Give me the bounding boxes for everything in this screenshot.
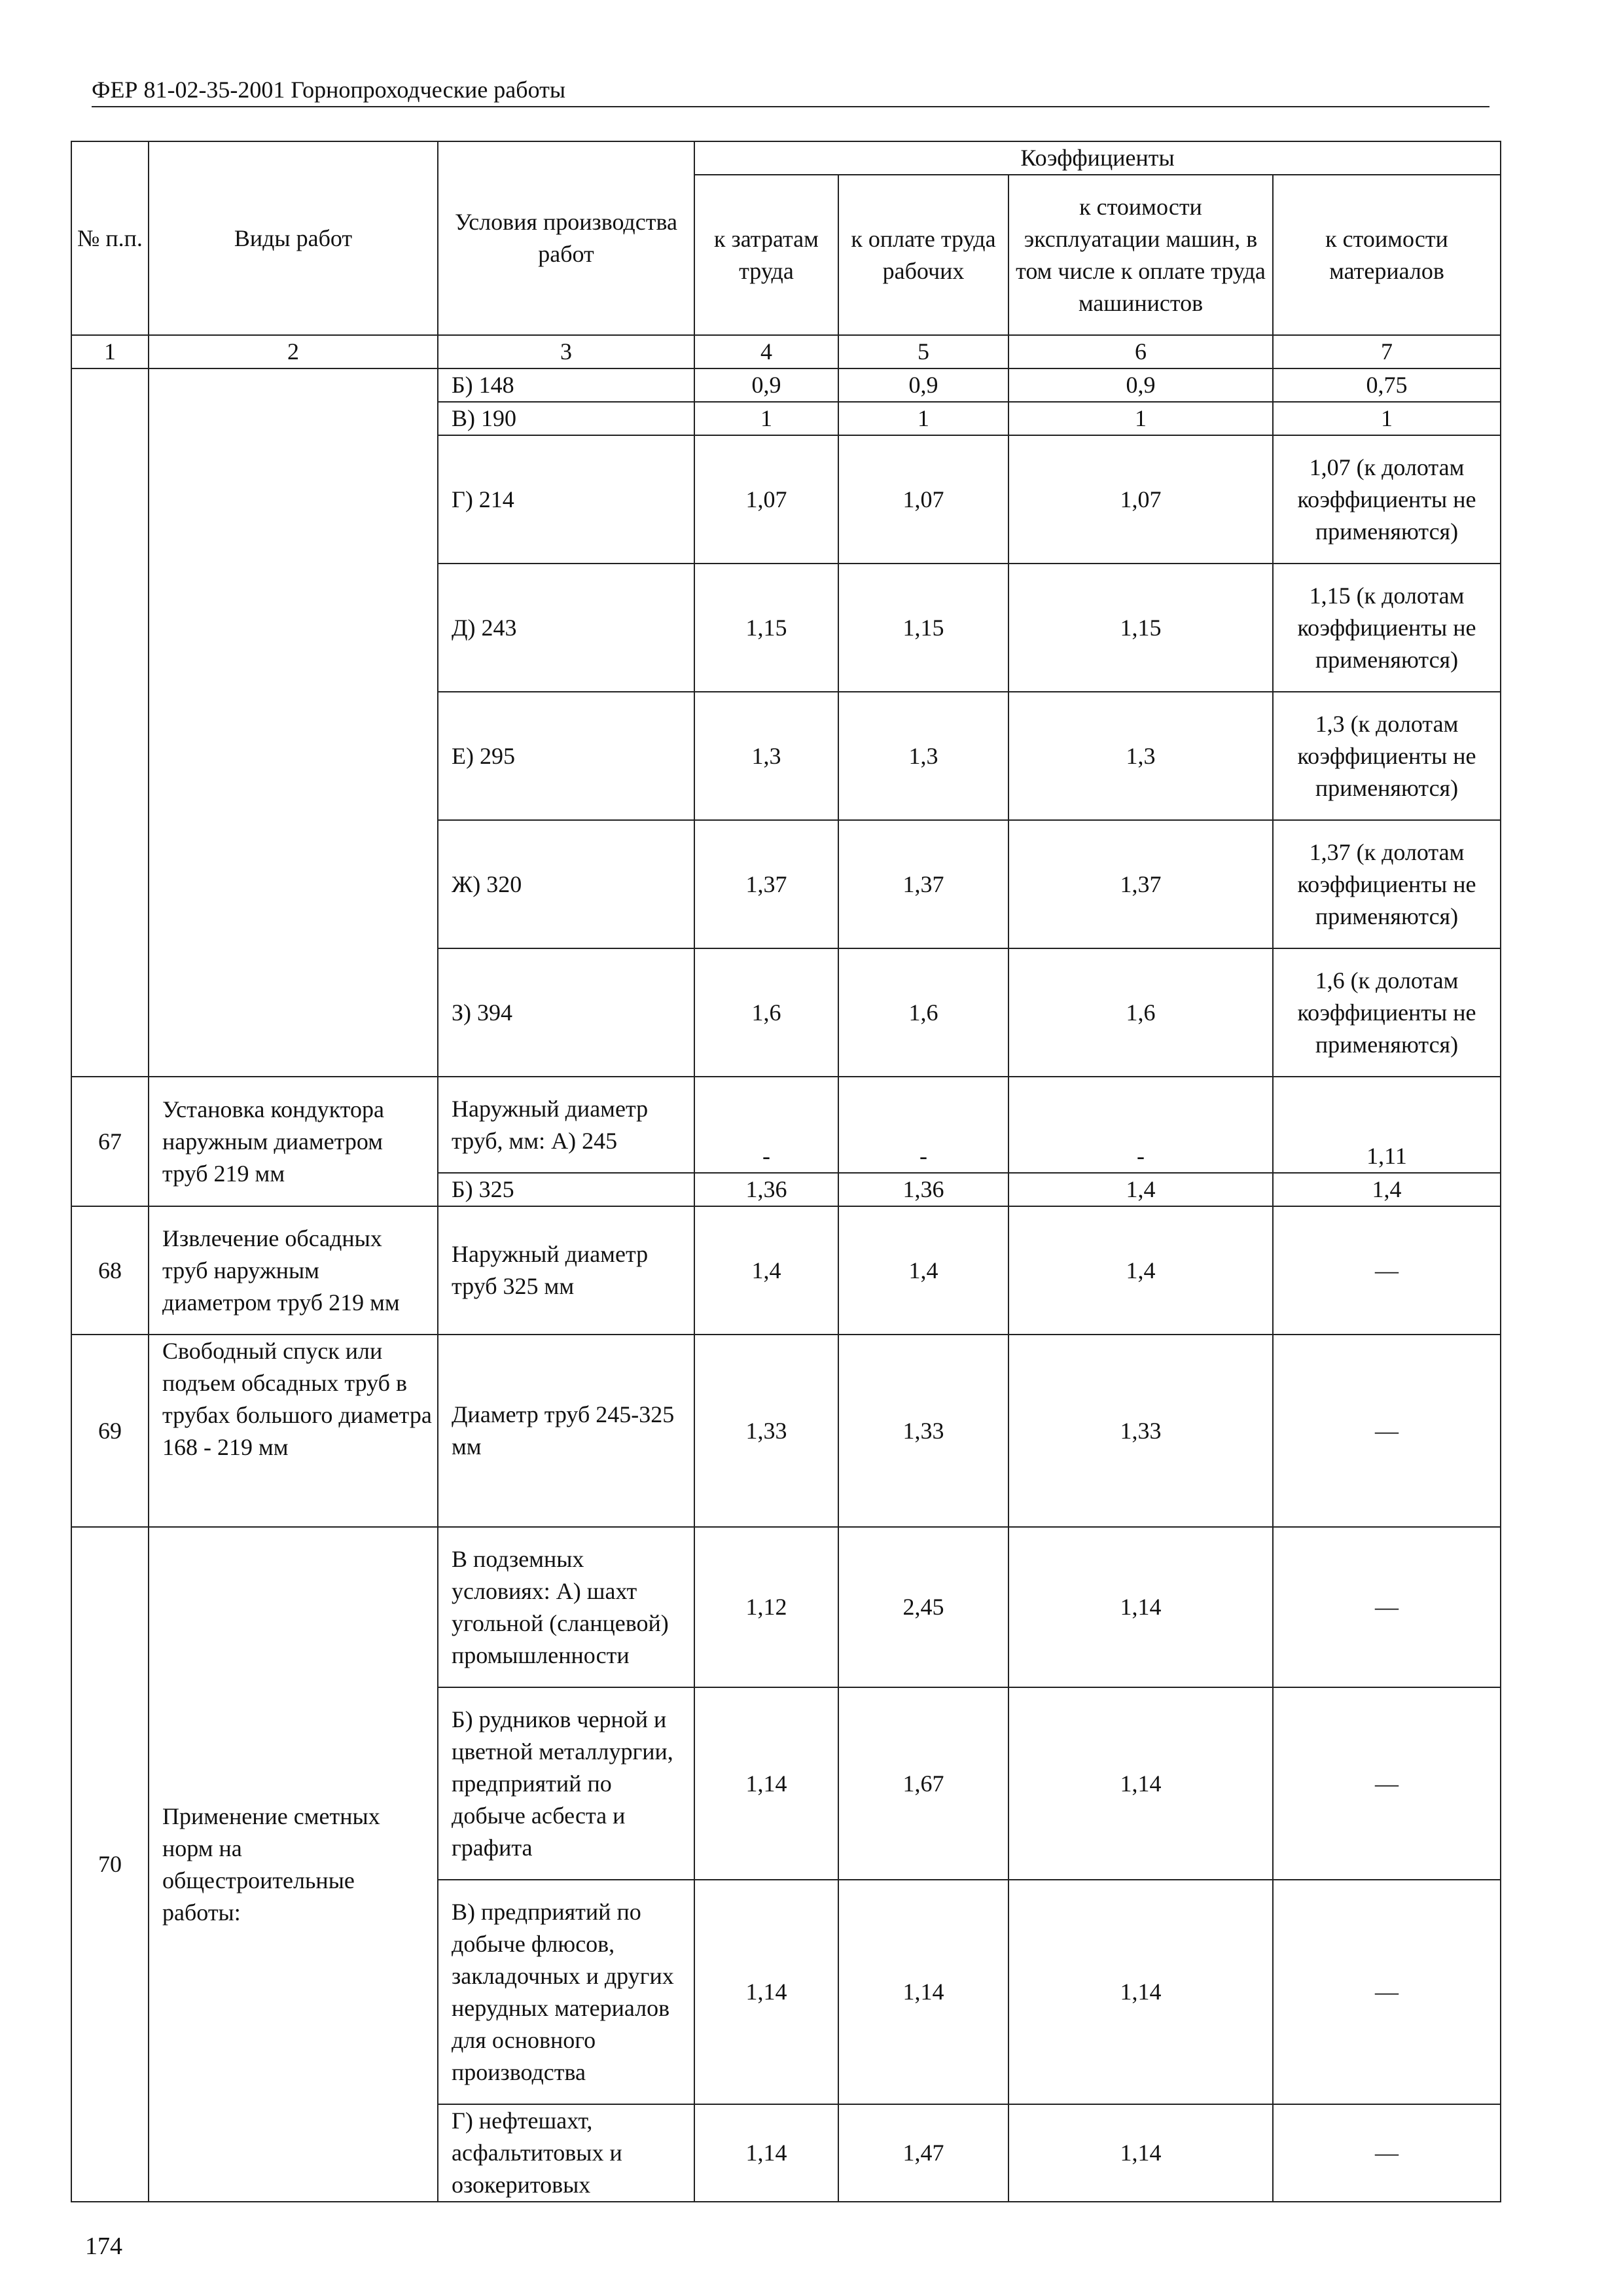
value-cell: 1,15 (к долотам коэффициенты не применяются) <box>1273 564 1501 692</box>
value-cell: 1,37 <box>1008 820 1273 948</box>
value-cell: 1,4 <box>694 1206 838 1335</box>
cond-cell: Г) нефтешахт, асфальтитовых и озокеритовых <box>438 2104 694 2202</box>
cond-cell: Е) 295 <box>438 692 694 820</box>
value-cell: 1,14 <box>694 2104 838 2202</box>
value-cell: 1,67 <box>838 1687 1008 1880</box>
cond-cell: Д) 243 <box>438 564 694 692</box>
colnum-7: 7 <box>1273 335 1501 368</box>
value-cell: 0,75 <box>1273 368 1501 402</box>
value-cell: 0,9 <box>694 368 838 402</box>
continued-no-cell <box>71 368 149 1077</box>
value-cell: 1,15 <box>694 564 838 692</box>
value-cell: 1,6 <box>694 948 838 1077</box>
value-cell: 1,36 <box>838 1173 1008 1206</box>
continued-kind-cell <box>149 368 438 1077</box>
value-cell: — <box>1273 1687 1501 1880</box>
cond-cell: Диаметр труб 245-325 мм <box>438 1335 694 1527</box>
row-number: 70 <box>71 1527 149 2202</box>
value-cell: 1,4 <box>1273 1173 1501 1206</box>
value-cell: 1,37 <box>838 820 1008 948</box>
table-row <box>71 1527 1501 1687</box>
colnum-5: 5 <box>838 335 1008 368</box>
value-cell: 1 <box>1273 402 1501 435</box>
value-cell: 1,33 <box>694 1335 838 1527</box>
value-cell: 1,14 <box>694 1687 838 1880</box>
value-cell: 1,4 <box>838 1206 1008 1335</box>
cond-cell: В) 190 <box>438 402 694 435</box>
value-cell: — <box>1273 1206 1501 1335</box>
table-row <box>71 1077 1501 1173</box>
cond-cell: Б) 148 <box>438 368 694 402</box>
value-cell: 1,14 <box>694 1880 838 2104</box>
value-cell: 1,47 <box>838 2104 1008 2202</box>
header-labor: к затратам труда <box>694 175 838 335</box>
cond-cell: Ж) 320 <box>438 820 694 948</box>
work-kind-cell: Извлечение обсадных труб наружным диаметром труб 219 мм <box>149 1206 438 1335</box>
value-cell: 1,14 <box>1008 1527 1273 1687</box>
header-materials: к стоимости материалов <box>1273 175 1501 335</box>
value-cell: 1 <box>1008 402 1273 435</box>
value-cell: — <box>1273 1527 1501 1687</box>
header-machines: к стоимости эксплуатации машин, в том числе к оплате труда машинистов <box>1008 175 1273 335</box>
value-cell: — <box>1273 1335 1501 1527</box>
value-cell: 0,9 <box>1008 368 1273 402</box>
value-cell: 1,4 <box>1008 1206 1273 1335</box>
value-cell: 1,14 <box>1008 1880 1273 2104</box>
value-cell: 1,4 <box>1008 1173 1273 1206</box>
value-cell: 1,3 <box>1008 692 1273 820</box>
cond-cell: В подземных условиях: А) шахт угольной (сланцевой) промышленности <box>438 1527 694 1687</box>
table-row <box>71 1206 1501 1335</box>
value-cell: 1,3 <box>838 692 1008 820</box>
value-cell: 2,45 <box>838 1527 1008 1687</box>
value-cell: 1,33 <box>1008 1335 1273 1527</box>
cond-cell: Наружный диаметр труб, мм: А) 245 <box>438 1077 694 1173</box>
value-cell: — <box>1273 1880 1501 2104</box>
value-cell: 1,07 <box>1008 435 1273 564</box>
header-kind: Виды работ <box>149 141 438 335</box>
page-number: 174 <box>85 2233 122 2260</box>
colnum-3: 3 <box>438 335 694 368</box>
cond-cell: Г) 214 <box>438 435 694 564</box>
value-cell: 1,37 (к долотам коэффициенты не применяются) <box>1273 820 1501 948</box>
value-cell: — <box>1273 2104 1501 2202</box>
row-number: 68 <box>71 1206 149 1335</box>
value-cell: 1,3 (к долотам коэффициенты не применяются) <box>1273 692 1501 820</box>
value-cell: - <box>1008 1077 1273 1173</box>
colnum-1: 1 <box>71 335 149 368</box>
header-no: № п.п. <box>71 141 149 335</box>
value-cell: 1,07 <box>694 435 838 564</box>
cond-cell: Наружный диаметр труб 325 мм <box>438 1206 694 1335</box>
row-number: 67 <box>71 1077 149 1206</box>
work-kind-cell: Свободный спуск или подъем обсадных труб в трубах большого диаметра 168 - 219 мм <box>149 1335 438 1527</box>
value-cell: 1,07 <box>838 435 1008 564</box>
value-cell: 1,3 <box>694 692 838 820</box>
cond-cell: З) 394 <box>438 948 694 1077</box>
colnum-6: 6 <box>1008 335 1273 368</box>
cond-cell: Б) 325 <box>438 1173 694 1206</box>
coefficients-table <box>71 141 1501 2202</box>
value-cell: 1 <box>838 402 1008 435</box>
value-cell: 1,6 (к долотам коэффициенты не применяются) <box>1273 948 1501 1077</box>
value-cell: 1,12 <box>694 1527 838 1687</box>
value-cell: - <box>694 1077 838 1173</box>
value-cell: - <box>838 1077 1008 1173</box>
value-cell: 1 <box>694 402 838 435</box>
value-cell: 1,37 <box>694 820 838 948</box>
value-cell: 1,14 <box>1008 1687 1273 1880</box>
work-kind-cell: Установка кондуктора наружным диаметром труб 219 мм <box>149 1077 438 1206</box>
page-header: ФЕР 81-02-35-2001 Горнопроходческие работы <box>92 73 1489 107</box>
header-conditions: Условия производства работ <box>438 141 694 335</box>
cond-cell: Б) рудников черной и цветной металлургии, предприятий по добыче асбеста и графита <box>438 1687 694 1880</box>
value-cell: 1,14 <box>1008 2104 1273 2202</box>
value-cell: 1,14 <box>838 1880 1008 2104</box>
value-cell: 1,15 <box>838 564 1008 692</box>
value-cell: 1,33 <box>838 1335 1008 1527</box>
colnum-4: 4 <box>694 335 838 368</box>
cond-cell: В) предприятий по добыче флюсов, закладочных и других нерудных материалов для основного производства <box>438 1880 694 2104</box>
value-cell: 1,15 <box>1008 564 1273 692</box>
value-cell: 1,07 (к долотам коэффициенты не применяются) <box>1273 435 1501 564</box>
table-row <box>71 368 1501 402</box>
header-wages: к оплате труда рабочих <box>838 175 1008 335</box>
header-coefficients: Коэффициенты <box>694 141 1501 175</box>
value-cell: 1,36 <box>694 1173 838 1206</box>
table-row <box>71 1335 1501 1527</box>
work-kind-cell: Применение сметных норм на общестроительные работы: <box>149 1527 438 2202</box>
colnum-2: 2 <box>149 335 438 368</box>
value-cell: 1,6 <box>1008 948 1273 1077</box>
value-cell: 1,11 <box>1273 1077 1501 1173</box>
row-number: 69 <box>71 1335 149 1527</box>
value-cell: 1,6 <box>838 948 1008 1077</box>
value-cell: 0,9 <box>838 368 1008 402</box>
